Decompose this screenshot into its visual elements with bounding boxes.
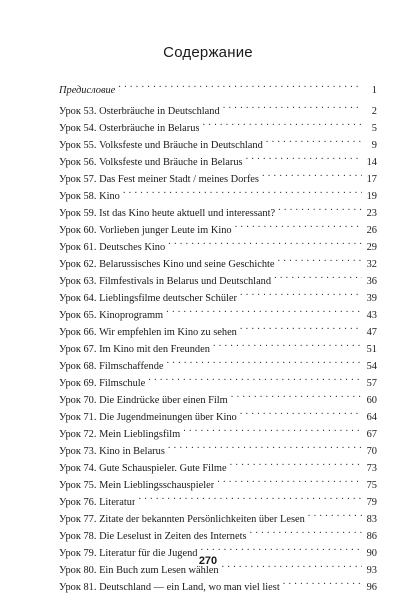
toc-lesson-number: Урок 62. (59, 259, 97, 270)
toc-page-number: 54 (366, 361, 377, 372)
toc-lesson-number: Урок 78. (59, 531, 97, 542)
dot-leader (213, 335, 362, 352)
toc-lesson-number: Урок 79. (59, 548, 97, 559)
toc-page-number: 83 (366, 514, 377, 525)
dot-leader (278, 250, 362, 267)
toc-entry-title (59, 137, 263, 154)
toc-page-number: 73 (366, 463, 377, 474)
toc-lesson-number: Урок 56. (59, 157, 97, 168)
toc-entry-title (59, 460, 227, 477)
toc-lesson-number: Урок 61. (59, 242, 97, 253)
toc-page-number: 39 (366, 293, 377, 304)
toc-page-number: 64 (366, 412, 377, 423)
toc-lesson-number: Урок 67. (59, 344, 97, 355)
toc-lesson-number: Урок 53. (59, 106, 97, 117)
toc-lesson-title: Gute Schauspieler. Gute Filme (99, 463, 227, 474)
toc-lesson-number: Урок 76. (59, 497, 97, 508)
toc-entry-title (59, 307, 163, 324)
dot-leader (246, 148, 362, 165)
dot-leader (231, 386, 362, 403)
toc-entry-title (59, 154, 243, 171)
toc-lesson-number: Урок 66. (59, 327, 97, 338)
toc-lesson-number: Урок 73. (59, 446, 97, 457)
toc-entry-title (59, 256, 275, 273)
dot-leader (168, 233, 362, 250)
toc-entry-title (59, 82, 115, 99)
toc-page-number: 26 (366, 225, 377, 236)
dot-leader (183, 420, 362, 437)
toc-lesson-title: Belarussisches Kino und seine Geschichte (99, 259, 275, 270)
page-number: 270 (198, 555, 218, 567)
dot-leader (240, 284, 362, 301)
toc-page-number: 90 (366, 548, 377, 559)
toc-page-number: 19 (366, 191, 377, 202)
dot-leader (168, 437, 362, 454)
toc-page-number: 57 (366, 378, 377, 389)
toc-entry-title (59, 120, 199, 137)
dot-leader (138, 488, 362, 505)
dot-leader (274, 267, 362, 284)
toc-lesson-number: Урок 68. (59, 361, 97, 372)
table-of-contents (59, 76, 377, 593)
toc-lesson-number: Урок 71. (59, 412, 97, 423)
toc-page-number: 2 (371, 106, 377, 117)
toc-lesson-title: Deutsches Kino (99, 242, 166, 253)
toc-page-number: 32 (366, 259, 377, 270)
toc-lesson-number: Урок 55. (59, 140, 97, 151)
toc-lesson-title: Osterbräuche in Belarus (99, 123, 200, 134)
toc-lesson-number: Урок 74. (59, 463, 97, 474)
toc-page-number: 47 (366, 327, 377, 338)
dot-leader (240, 403, 362, 420)
dot-leader (250, 522, 362, 539)
toc-page-number: 29 (366, 242, 377, 253)
toc-lesson-title: Osterbräuche in Deutschland (99, 106, 220, 117)
toc-lesson-title: Lieblingsfilme deutscher Schüler (99, 293, 238, 304)
toc-lesson-title: Im Kino mit den Freunden (99, 344, 210, 355)
toc-lesson-title: Ein Buch zum Lesen wählen (99, 565, 219, 576)
toc-entry-title (59, 494, 135, 511)
toc-page-number: 23 (366, 208, 377, 219)
toc-lesson-title: Literatur (99, 497, 136, 508)
toc-lesson-title: Mein Lieblingsschauspieler (99, 480, 215, 491)
toc-entry-title (59, 426, 180, 443)
toc-lesson-number: Урок 60. (59, 225, 97, 236)
toc-page-number: 51 (366, 344, 377, 355)
toc-page-number: 43 (366, 310, 377, 321)
toc-page-number: 60 (366, 395, 377, 406)
toc-lesson-number: Урок 59. (59, 208, 97, 219)
toc-page-number: 67 (366, 429, 377, 440)
dot-leader (167, 352, 362, 369)
toc-lesson-title: Die Leselust in Zeiten des Internets (99, 531, 247, 542)
toc-lesson-number: Урок 63. (59, 276, 97, 287)
toc-page-number: 70 (366, 446, 377, 457)
toc-lesson-number: Урок 80. (59, 565, 97, 576)
dot-leader (240, 318, 362, 335)
toc-lesson-title: Das Fest meiner Stadt / meines Dorfes (99, 174, 259, 185)
dot-leader (148, 369, 362, 386)
toc-lesson-title: Wir empfehlen im Kino zu sehen (99, 327, 237, 338)
toc-entry-title (59, 443, 165, 460)
toc-lesson-title: Kino in Belarus (99, 446, 165, 457)
toc-page-number: 75 (366, 480, 377, 491)
toc-page-number: 96 (366, 582, 377, 593)
dot-leader (283, 573, 362, 590)
toc-lesson-title: Предисловие (59, 85, 116, 96)
toc-lesson-title: Ist das Kino heute aktuell und interessant? (99, 208, 276, 219)
toc-lesson-number: Урок 75. (59, 480, 97, 491)
toc-lesson-title: Vorlieben junger Leute im Kino (99, 225, 232, 236)
toc-lesson-number: Урок 58. (59, 191, 97, 202)
dot-leader (262, 165, 362, 182)
toc-lesson-number: Урок 70. (59, 395, 97, 406)
toc-lesson-title: Die Eindrücke über einen Film (99, 395, 228, 406)
dot-leader (230, 454, 362, 471)
toc-page-number: 79 (366, 497, 377, 508)
toc-entry-title (59, 392, 228, 409)
toc-page-number: 5 (371, 123, 377, 134)
toc-lesson-number: Урок 81. (59, 582, 97, 593)
toc-entry-title (59, 188, 120, 205)
toc-lesson-title: Die Jugendmeinungen über Kino (99, 412, 237, 423)
toc-lesson-title: Zitate der bekannten Persönlichkeiten über Lesen (99, 514, 305, 525)
toc-lesson-title: Volksfeste und Bräuche in Belarus (99, 157, 243, 168)
toc-lesson-title: Kino (99, 191, 120, 202)
toc-lesson-number: Урок 65. (59, 310, 97, 321)
toc-entry-title (59, 375, 145, 392)
dot-leader (266, 131, 362, 148)
toc-page-number: 14 (366, 157, 377, 168)
toc-entry (59, 76, 377, 96)
dot-leader (278, 199, 362, 216)
toc-entry-title (59, 239, 165, 256)
toc-lesson-number: Урок 64. (59, 293, 97, 304)
toc-entry-title (59, 324, 237, 341)
toc-lesson-title: Filmfestivals in Belarus und Deutschland (99, 276, 272, 287)
dot-leader (118, 76, 362, 93)
toc-page-number: 93 (366, 565, 377, 576)
toc-lesson-title: Filmschule (99, 378, 146, 389)
dot-leader (202, 114, 362, 131)
toc-lesson-title: Deutschland — ein Land, wo man viel liest (99, 582, 280, 593)
dot-leader (217, 471, 362, 488)
dot-leader (123, 182, 362, 199)
dot-leader (308, 505, 362, 522)
toc-lesson-number: Урок 72. (59, 429, 97, 440)
toc-page-number: 9 (371, 140, 377, 151)
page-title: Содержание (163, 44, 253, 61)
toc-lesson-number: Урок 77. (59, 514, 97, 525)
toc-page-number: 86 (366, 531, 377, 542)
toc-lesson-number: Урок 57. (59, 174, 97, 185)
toc-entry (59, 97, 377, 117)
dot-leader (223, 97, 362, 114)
toc-page-number: 17 (366, 174, 377, 185)
toc-page-number: 1 (371, 85, 377, 96)
toc-lesson-title: Kinoprogramm (99, 310, 164, 321)
toc-lesson-number: Урок 54. (59, 123, 97, 134)
dot-leader (235, 216, 362, 233)
toc-lesson-number: Урок 69. (59, 378, 97, 389)
toc-page-number: 36 (366, 276, 377, 287)
dot-leader (166, 301, 362, 318)
toc-lesson-title: Mein Lieblingsfilm (99, 429, 181, 440)
toc-lesson-title: Filmschaffende (99, 361, 164, 372)
toc-lesson-title: Volksfeste und Bräuche in Deutschland (99, 140, 263, 151)
dot-leader (200, 539, 362, 556)
toc-lesson-title: Literatur für die Jugend (99, 548, 198, 559)
toc-entry-title (59, 103, 220, 120)
